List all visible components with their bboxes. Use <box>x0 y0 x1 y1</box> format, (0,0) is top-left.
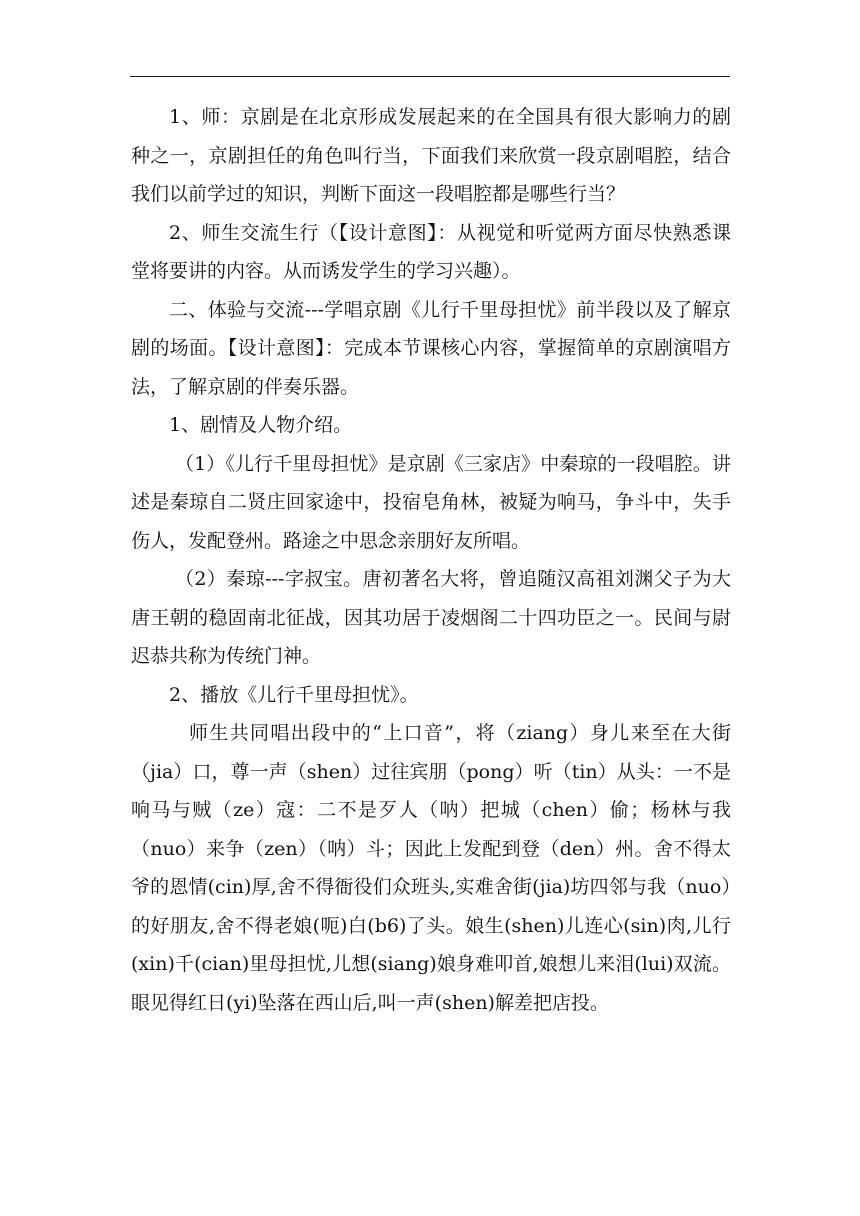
paragraph-plot-2: （2）秦琼---字叔宝。唐初著名大将，曾追随汉高祖刘渊父子为大唐王朝的稳固南北征战，因其功居于凌烟阁二十四功臣之一。民间与尉迟恭共称为传统门神。 <box>131 568 731 667</box>
paragraph-lyrics: 师生共同唱出段中的“上口音”，将（ziang）身儿来至在大街（jia）口，尊一声（shen）过往宾朋（pong）听（tin）从头：一不是响马与贼（ze）寇：二不是歹人（呐）把城（chen）偷；杨林与我（nuo）来争（zen）（呐）斗；因此上发配到登（den）州。舍不得太爷的恩情(cin)厚,舍不得衙役们众班头,实难舍街(jia)坊四邻与我（nuo）的好朋友,舍不得老娘(呃)白(b6)了头。娘生(shen)儿连心(sin)肉,儿行(xin)千(cian)里母担忧,儿想(siang)娘身难叩首,娘想儿来泪(lui)双流。眼见得红日(yi)坠落在西山后,叫一声(shen)解差把店投。 <box>131 722 731 1014</box>
paragraph-exchange: 2、师生交流生行（【设计意图】：从视觉和听觉两方面尽快熟悉课堂将要讲的内容。从而诱发学生的学习兴趣）。 <box>131 221 731 282</box>
paragraph-plot-1: （1）《儿行千里母担忧》是京剧《三家店》中秦琼的一段唱腔。讲述是秦琼自二贤庄回家途中，投宿皂角林，被疑为响马，争斗中，失手伤人，发配登州。路途之中思念亲朋好友所唱。 <box>131 452 731 552</box>
document-body <box>131 98 731 1022</box>
paragraph-play-heading: 2、播放《儿行千里母担忧》。 <box>169 683 419 706</box>
paragraph-section-two: 二、体验与交流---学唱京剧《儿行千里母担忧》前半段以及了解京剧的场面。【设计意图】：完成本节课核心内容，掌握简单的京剧演唱方法，了解京剧的伴奏乐器。 <box>131 298 731 398</box>
header-rule <box>130 76 730 77</box>
paragraph-plot-heading: 1、剧情及人物介绍。 <box>169 414 353 436</box>
paragraph-teacher-intro: 1、师：京剧是在北京形成发展起来的在全国具有很大影响力的剧种之一，京剧担任的角色叫行当，下面我们来欣赏一段京剧唱腔，结合我们以前学过的知识，判断下面这一段唱腔都是哪些行当？ <box>131 106 731 205</box>
